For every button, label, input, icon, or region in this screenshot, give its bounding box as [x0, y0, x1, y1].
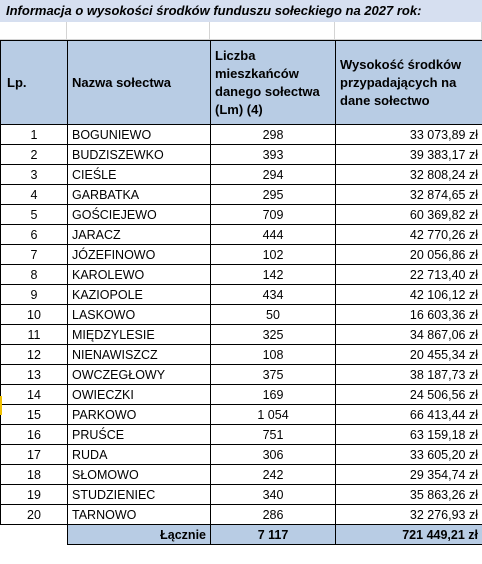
table-row	[1, 365, 482, 385]
cell-lp: 2	[1, 145, 68, 165]
cell-population: 108	[211, 345, 336, 365]
table-row	[1, 125, 482, 145]
cell-name: PARKOWO	[68, 405, 211, 425]
cell-amount: 42 106,12 zł	[336, 285, 482, 305]
cell-amount: 29 354,74 zł	[336, 465, 482, 485]
cell-lp: 15	[1, 405, 68, 425]
cell-lp: 11	[1, 325, 68, 345]
spacer-cell	[335, 22, 482, 40]
total-population: 7 117	[211, 525, 336, 545]
table-row	[1, 465, 482, 485]
cell-population: 434	[211, 285, 336, 305]
cell-population: 325	[211, 325, 336, 345]
row-selection-marker	[0, 396, 2, 415]
cell-lp: 5	[1, 205, 68, 225]
cell-name: CIEŚLE	[68, 165, 211, 185]
spacer-cell	[67, 22, 210, 40]
cell-amount: 20 056,86 zł	[336, 245, 482, 265]
cell-amount: 63 159,18 zł	[336, 425, 482, 445]
cell-amount: 39 383,17 zł	[336, 145, 482, 165]
cell-name: GOŚCIEJEWO	[68, 205, 211, 225]
cell-name: BUDZISZEWKO	[68, 145, 211, 165]
header-amount: Wysokość środków przypadających na dane sołectwo	[336, 41, 482, 125]
cell-amount: 66 413,44 zł	[336, 405, 482, 425]
cell-amount: 32 874,65 zł	[336, 185, 482, 205]
cell-population: 444	[211, 225, 336, 245]
cell-lp: 12	[1, 345, 68, 365]
cell-population: 50	[211, 305, 336, 325]
cell-lp: 18	[1, 465, 68, 485]
cell-lp: 10	[1, 305, 68, 325]
table-row	[1, 185, 482, 205]
cell-population: 751	[211, 425, 336, 445]
cell-amount: 42 770,26 zł	[336, 225, 482, 245]
cell-lp: 8	[1, 265, 68, 285]
page-title: Informacja o wysokości środków funduszu sołeckiego na 2027 rok:	[0, 0, 482, 22]
header-population: Liczba mieszkańców danego sołectwa (Lm) (4)	[211, 41, 336, 125]
cell-lp: 1	[1, 125, 68, 145]
cell-amount: 24 506,56 zł	[336, 385, 482, 405]
cell-name: STUDZIENIEC	[68, 485, 211, 505]
cell-population: 169	[211, 385, 336, 405]
table-row	[1, 165, 482, 185]
cell-name: JÓZEFINOWO	[68, 245, 211, 265]
cell-amount: 60 369,82 zł	[336, 205, 482, 225]
table-row	[1, 205, 482, 225]
total-label: Łącznie	[68, 525, 211, 545]
cell-amount: 32 808,24 zł	[336, 165, 482, 185]
total-blank	[1, 525, 68, 545]
table-row	[1, 245, 482, 265]
total-amount: 721 449,21 zł	[336, 525, 482, 545]
cell-population: 142	[211, 265, 336, 285]
cell-amount: 22 713,40 zł	[336, 265, 482, 285]
cell-name: MIĘDZYLESIE	[68, 325, 211, 345]
cell-population: 1 054	[211, 405, 336, 425]
cell-amount: 32 276,93 zł	[336, 505, 482, 525]
spacer-row	[0, 22, 482, 40]
cell-lp: 20	[1, 505, 68, 525]
cell-population: 295	[211, 185, 336, 205]
cell-name: JARACZ	[68, 225, 211, 245]
cell-lp: 3	[1, 165, 68, 185]
table-row	[1, 425, 482, 445]
header-row	[1, 41, 482, 125]
cell-name: KAZIOPOLE	[68, 285, 211, 305]
cell-name: SŁOMOWO	[68, 465, 211, 485]
cell-population: 242	[211, 465, 336, 485]
cell-lp: 19	[1, 485, 68, 505]
cell-amount: 33 073,89 zł	[336, 125, 482, 145]
table-row	[1, 485, 482, 505]
fund-table	[0, 40, 482, 545]
header-lp: Lp.	[1, 41, 68, 125]
cell-name: KAROLEWO	[68, 265, 211, 285]
cell-population: 286	[211, 505, 336, 525]
cell-population: 294	[211, 165, 336, 185]
cell-name: RUDA	[68, 445, 211, 465]
cell-lp: 4	[1, 185, 68, 205]
cell-amount: 20 455,34 zł	[336, 345, 482, 365]
cell-name: PRUŚCE	[68, 425, 211, 445]
header-name: Nazwa sołectwa	[68, 41, 211, 125]
cell-name: OWCZEGŁOWY	[68, 365, 211, 385]
table-row	[1, 225, 482, 245]
cell-population: 709	[211, 205, 336, 225]
cell-amount: 38 187,73 zł	[336, 365, 482, 385]
table-row	[1, 445, 482, 465]
cell-lp: 14	[1, 385, 68, 405]
table-row	[1, 285, 482, 305]
spacer-cell	[210, 22, 335, 40]
cell-amount: 16 603,36 zł	[336, 305, 482, 325]
cell-name: OWIECZKI	[68, 385, 211, 405]
table-body	[1, 125, 482, 545]
cell-name: BOGUNIEWO	[68, 125, 211, 145]
table-row	[1, 265, 482, 285]
cell-population: 375	[211, 365, 336, 385]
cell-amount: 35 863,26 zł	[336, 485, 482, 505]
cell-population: 306	[211, 445, 336, 465]
cell-name: NIENAWISZCZ	[68, 345, 211, 365]
spacer-cell	[0, 22, 67, 40]
table-row	[1, 345, 482, 365]
cell-population: 393	[211, 145, 336, 165]
cell-population: 340	[211, 485, 336, 505]
cell-lp: 7	[1, 245, 68, 265]
cell-name: GARBATKA	[68, 185, 211, 205]
cell-population: 298	[211, 125, 336, 145]
table-row	[1, 305, 482, 325]
cell-lp: 17	[1, 445, 68, 465]
cell-lp: 9	[1, 285, 68, 305]
cell-lp: 6	[1, 225, 68, 245]
cell-population: 102	[211, 245, 336, 265]
table-row	[1, 145, 482, 165]
cell-name: LASKOWO	[68, 305, 211, 325]
table-row	[1, 385, 482, 405]
cell-amount: 34 867,06 zł	[336, 325, 482, 345]
table-row	[1, 505, 482, 525]
cell-name: TARNOWO	[68, 505, 211, 525]
table-row	[1, 325, 482, 345]
cell-lp: 16	[1, 425, 68, 445]
cell-lp: 13	[1, 365, 68, 385]
cell-amount: 33 605,20 zł	[336, 445, 482, 465]
table-row	[1, 405, 482, 425]
total-row	[1, 525, 482, 545]
